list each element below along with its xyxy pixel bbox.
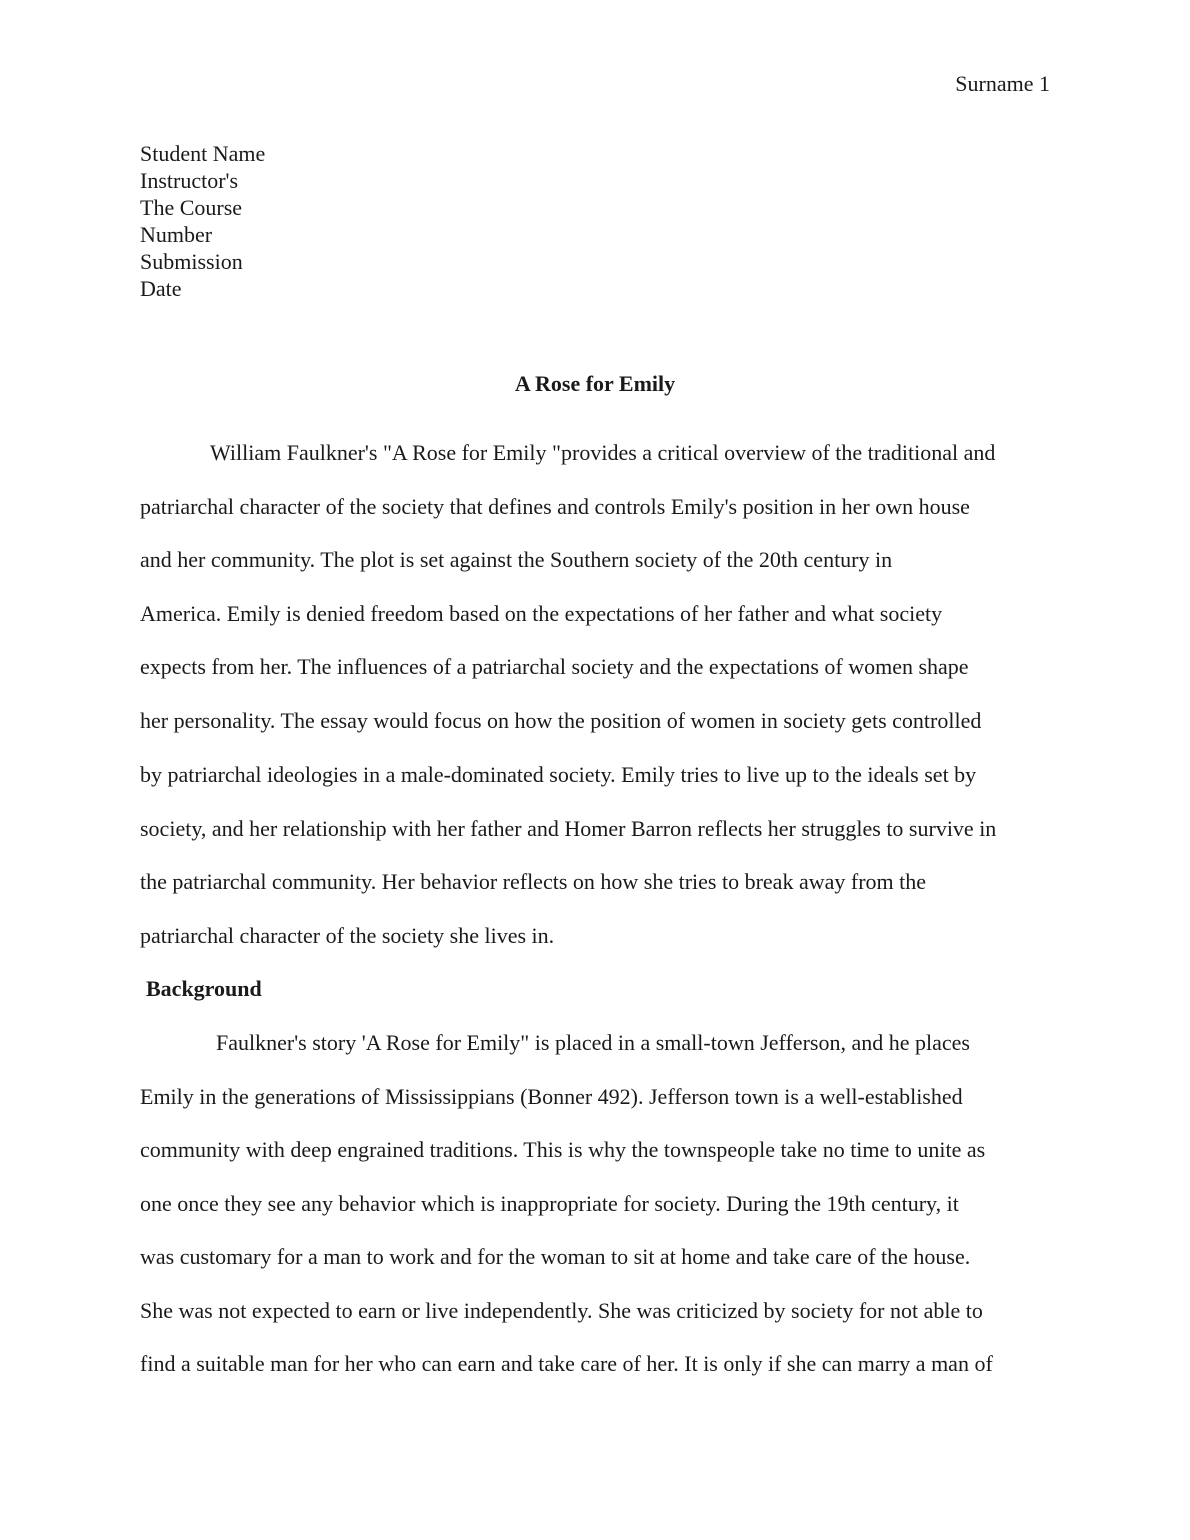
paragraph-2-line: Emily in the generations of Mississippians (Bonner 492). Jefferson town is a well-established — [140, 1084, 963, 1109]
paragraph-2-line: Faulkner's story 'A Rose for Emily" is placed in a small-town Jefferson, and he places — [216, 1030, 970, 1055]
instructor-name: Instructor's — [140, 168, 239, 193]
paragraph-1-line: patriarchal character of the society she lives in. — [140, 923, 555, 948]
paragraph-1-line: her personality. The essay would focus on how the position of women in society gets controlled — [140, 708, 982, 733]
student-heading-block — [140, 140, 265, 302]
paragraph-2-line: was customary for a man to work and for the woman to sit at home and take care of the house. — [140, 1244, 971, 1269]
paragraph-2-line: one once they see any behavior which is inappropriate for society. During the 19th century, it — [140, 1191, 959, 1216]
paragraph-1-line: patriarchal character of the society that defines and controls Emily's position in her own house — [140, 494, 970, 519]
course-name: The Course — [140, 195, 243, 220]
submission-label: Submission — [140, 249, 243, 274]
paragraph-1-line: by patriarchal ideologies in a male-dominated society. Emily tries to live up to the ideals set by — [140, 762, 977, 787]
course-number: Number — [140, 222, 213, 247]
paragraph-1-line: William Faulkner's "A Rose for Emily "provides a critical overview of the traditional and — [210, 440, 996, 465]
paragraph-2-line: community with deep engrained traditions. This is why the townspeople take no time to unite as — [140, 1137, 986, 1162]
paragraph-1-line: expects from her. The influences of a patriarchal society and the expectations of women shape — [140, 654, 969, 679]
paragraph-2-line: She was not expected to earn or live independently. She was criticized by society for not able to — [140, 1298, 983, 1323]
section-heading-background: Background — [146, 976, 262, 1001]
student-name: Student Name — [140, 141, 266, 166]
paragraph-1-line: the patriarchal community. Her behavior reflects on how she tries to break away from the — [140, 869, 927, 894]
paragraph-1-line: society, and her relationship with her father and Homer Barron reflects her struggles to survive in — [140, 816, 997, 841]
paragraph-2-line: find a suitable man for her who can earn and take care of her. It is only if she can marry a man of — [140, 1351, 993, 1376]
running-head: Surname 1 — [955, 71, 1050, 96]
date-label: Date — [140, 276, 182, 301]
paragraph-1-line: America. Emily is denied freedom based on the expectations of her father and what society — [140, 601, 943, 626]
paragraph-1-line: and her community. The plot is set against the Southern society of the 20th century in — [140, 547, 893, 572]
essay-title: A Rose for Emily — [514, 371, 676, 396]
